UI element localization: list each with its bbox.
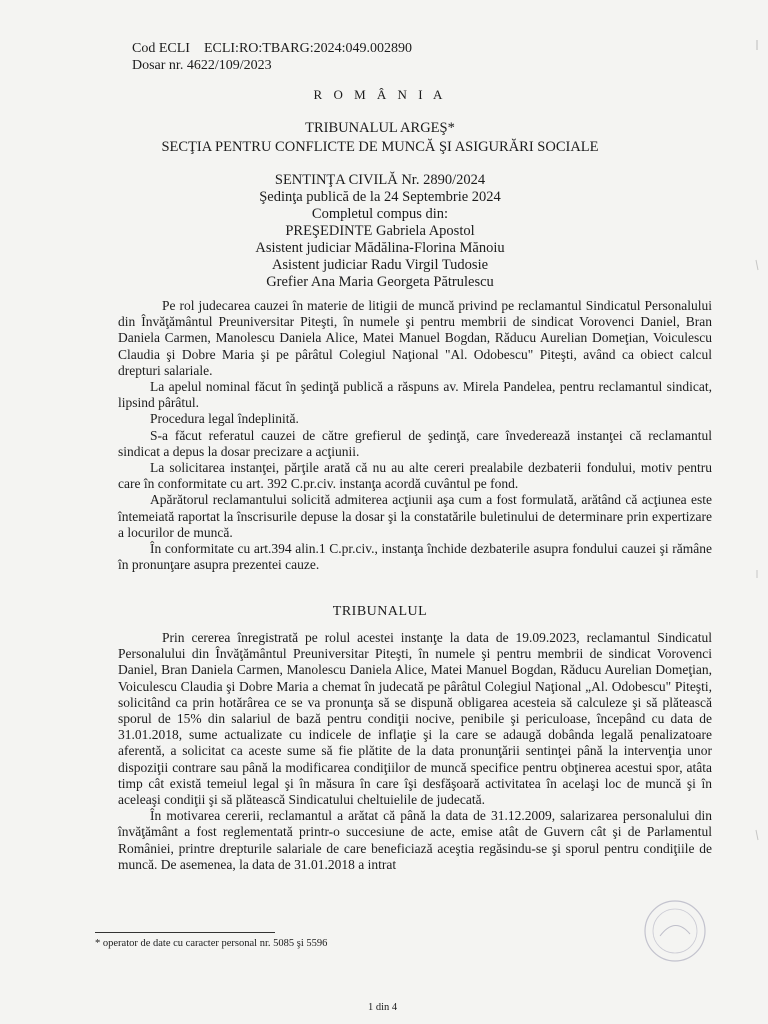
page-number: 1 din 4 [368, 1002, 398, 1013]
ecli-value: ECLI:RO:TBARG:2024:049.002890 [203, 41, 413, 56]
panel-member: Asistent judiciar Mădălina-Florina Mănoiu [255, 240, 505, 256]
intro-section [118, 298, 712, 573]
paragraph: Pe rol judecarea cauzei în materie de litigii de muncă privind pe reclamantul Sindicatul Personalului din Învăţământul Preuniversitar Piteşti, în numele şi pentru membrii de sindicat Vorovenci Daniel, Bran Daniela Carmen, Manolescu Daniela Alice, Matei Manuel Bogdan, Răducu Aurelian Domeţian, Voiculescu Claudia şi Dobre Maria şi pe pârâtul Colegiul Naţional "Al. Odobescu" Piteşti, având ca obiect calcul drepturi salariale. [118, 298, 712, 378]
ecli-line [132, 40, 412, 57]
paragraph: La apelul nominal făcut în şedinţă publică a răspuns av. Mirela Pandelea, pentru reclamantul sindicat, lipsind pârâtul. [118, 379, 712, 411]
sentence-block [100, 172, 660, 291]
paragraph: S-a făcut referatul cauzei de către grefierul de şedinţă, care învederează instanţei că reclamantul sindicat a depus la dosar precizare a acţiunii. [118, 427, 712, 459]
stamp-icon [640, 896, 710, 966]
court-name: TRIBUNALUL ARGEŞ* [305, 120, 455, 136]
paragraph: În conformitate cu art.394 alin.1 C.pr.civ., instanţa închide dezbaterile asupra fondului cauzei şi rămâne în pronunţare asupra prezentei cauze. [118, 541, 712, 573]
session-date: Şedinţa publică de la 24 Septembrie 2024 [259, 189, 501, 205]
scan-edge-marks-icon [752, 30, 762, 930]
court-heading [100, 120, 660, 156]
main-section [118, 630, 712, 873]
paragraph: Apărătorul reclamantului solicită admiterea acţiunii aşa cum a fost formulată, arătând că acţiunea este întemeiată raportat la înscrisurile depuse la dosar şi la constatările buletinului de determinare prin expertizare a locurilor de muncă. [118, 492, 712, 540]
panel-member: PREŞEDINTE Gabriela Apostol [285, 223, 475, 239]
court-section: SECŢIA PENTRU CONFLICTE DE MUNCĂ ŞI ASIGURĂRI SOCIALE [161, 139, 599, 155]
footnote-divider [95, 932, 275, 933]
paragraph: În motivarea cererii, reclamantul a arătat că până la data de 31.12.2009, salarizarea personalului din învăţământ a fost reglementată printr-o succesiune de acte, emise atât de Guvern cât şi de Parlamentul României, printre drepturile salariale de care beneficiază aceştia regăsindu-se şi sporul pentru condiţiile de muncă. De asemenea, la data de 31.01.2018 a intrat [118, 808, 712, 872]
paragraph: La solicitarea instanţei, părţile arată că nu au alte cereri prealabile dezbaterii fondului, motiv pentru care în conformitate cu art. 392 C.pr.civ. instanţa acordă cuvântul pe fond. [118, 460, 712, 492]
country-heading: R O M Â N I A [313, 87, 447, 102]
panel-label: Completul compus din: [311, 206, 449, 222]
panel-member: Grefier Ana Maria Georgeta Pătrulescu [266, 274, 494, 290]
footnote: * operator de date cu caracter personal nr. 5085 şi 5596 [95, 938, 328, 949]
paragraph: Prin cererea înregistrată pe rolul acestei instanţe la data de 19.09.2023, reclamantul Sindicatul Personalului din Învăţământul Preuniversitar Piteşti, în numele şi pentru membrii de sindicat Vorovenci Daniel, Bran Daniela Carmen, Manolescu Daniela Alice, Matei Manuel Bogdan, Răducu Aurelian Domeţian, Voiculescu Claudia şi Dobre Maria a chemat în judecată pe pârâtul Colegiul Naţional „Al. Odobescu" Piteşti, solicitând ca prin hotărârea ce se va pronunţa să se dispună obligarea acesteia să calculeze şi să plătească sporul de 15% din salariul de bază pentru condiţii nocive, penibile şi periculoase, începând cu data de 31.01.2018, sume actualizate cu indicele de inflaţie şi la care se adaugă dobânda legală penalizatoare aferentă, a solicitat ca aceste sume să fie plătite de la data pronunţării sentinţei până la intervenţia unor dispoziţii contrare sau până la modificarea condiţiilor de muncă specifice pentru obţinerea acestui spor, atâta timp cât există temeiul legal şi în măsura în care îşi desfăşoară activitatea în acelaşi loc de muncă şi în aceleaşi condiţii şi să plătească Sindicatului cheltuielile de judecată. [118, 630, 712, 808]
dosar-number: Dosar nr. 4622/109/2023 [132, 58, 272, 73]
panel-member: Asistent judiciar Radu Virgil Tudosie [271, 257, 489, 273]
case-header [132, 40, 412, 74]
ecli-label: Cod ECLI [132, 41, 190, 56]
sentence-number: SENTINŢA CIVILĂ Nr. 2890/2024 [274, 172, 486, 188]
paragraph: Procedura legal îndeplinită. [150, 411, 299, 427]
section-heading: TRIBUNALUL [332, 604, 428, 619]
